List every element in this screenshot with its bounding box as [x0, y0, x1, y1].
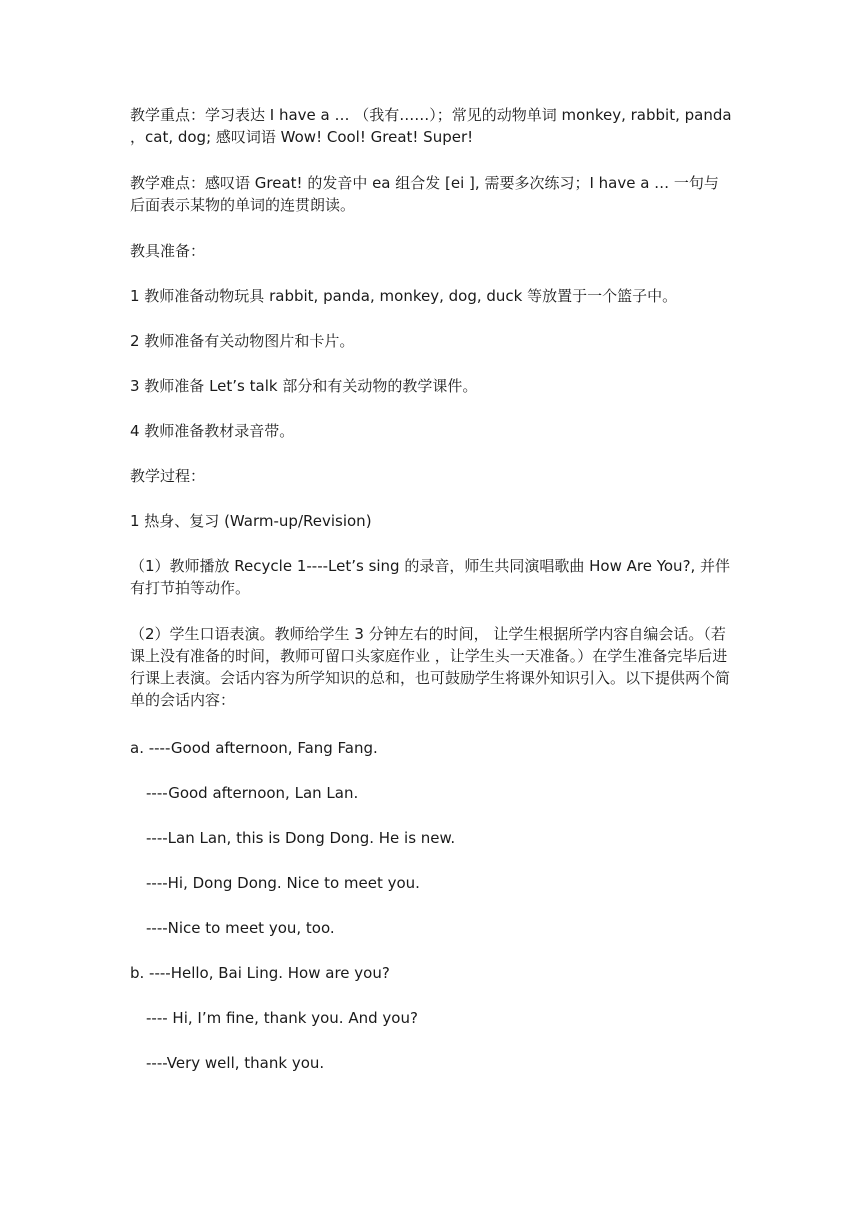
- dialog-a-line-4: ----Hi, Dong Dong. Nice to meet you.: [146, 874, 420, 892]
- dialog-a-line-1: a. ----Good afternoon, Fang Fang.: [130, 739, 378, 757]
- dialog-a-line-3: ----Lan Lan, this is Dong Dong. He is new.: [146, 829, 456, 847]
- key-points-paragraph: 教学重点：学习表达 I have a … （我有……）；常见的动物单词 monkey, rabbit, panda ，cat, dog; 感叹词语 Wow! Cool! Great! Super!: [130, 106, 732, 146]
- prep-heading: 教具准备：: [130, 242, 206, 260]
- prep-item-4: 4 教师准备教材录音带。: [130, 422, 295, 440]
- dialog-b-line-3: ----Very well, thank you.: [146, 1054, 325, 1072]
- dialog-b-line-1: b. ----Hello, Bai Ling. How are you?: [130, 964, 390, 982]
- process-heading: 教学过程：: [130, 467, 206, 485]
- prep-item-2: 2 教师准备有关动物图片和卡片。: [130, 332, 355, 350]
- dialog-b-line-2: ---- Hi, I’m fine, thank you. And you?: [146, 1009, 418, 1027]
- prep-item-3: 3 教师准备 Let’s talk 部分和有关动物的教学课件。: [130, 377, 478, 395]
- prep-item-1: 1 教师准备动物玩具 rabbit, panda, monkey, dog, duck 等放置于一个篮子中。: [130, 287, 678, 305]
- difficult-points-paragraph: 教学难点：感叹语 Great! 的发音中 ea 组合发 [ei ], 需要多次练习；I have a … 一句与后面表示某物的单词的连贯朗读。: [130, 174, 719, 214]
- dialog-a-line-2: ----Good afternoon, Lan Lan.: [146, 784, 359, 802]
- warmup-heading: 1 热身、复习 (Warm-up/Revision): [130, 512, 372, 530]
- step-2-paragraph: （2）学生口语表演。教师给学生 3 分钟左右的时间， 让学生根据所学内容自编会话。（若课上没有准备的时间，教师可留口头家庭作业 ，让学生头一天准备。）在学生准备完毕后进行课上表演。会话内容为所学知识的总和，也可鼓励学生将课外知识引入。以下提供两个简单的会话内容：: [130, 625, 731, 709]
- dialog-a-line-5: ----Nice to meet you, too.: [146, 919, 335, 937]
- step-1-paragraph: （1）教师播放 Recycle 1----Let’s sing 的录音，师生共同演唱歌曲 How Are You?, 并伴有打节拍等动作。: [130, 557, 731, 597]
